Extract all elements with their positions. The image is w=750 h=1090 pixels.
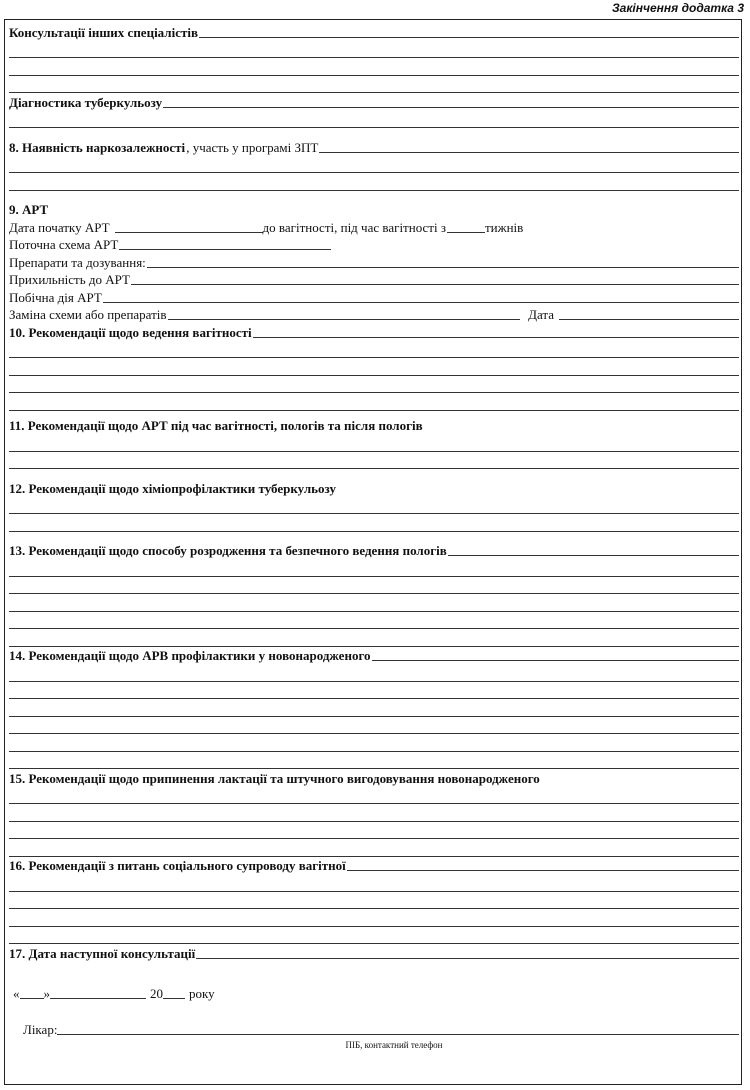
art-change-date-field[interactable] <box>559 319 739 320</box>
appendix-note: Закінчення додатка 3 <box>611 1 744 15</box>
tb-diag-line[interactable] <box>9 111 739 129</box>
date-year-suffix: року <box>189 985 215 1001</box>
section-14-line[interactable] <box>9 682 739 700</box>
form-content <box>9 23 739 1050</box>
section-12-line[interactable] <box>9 497 739 515</box>
art-start-end: тижнів <box>484 219 524 235</box>
consult-field[interactable] <box>199 37 739 38</box>
section-16-line[interactable] <box>9 909 739 927</box>
section-8-sublabel: , участь у програмі ЗПТ <box>186 139 319 155</box>
art-current-row <box>9 236 739 254</box>
art-start-date-field[interactable] <box>115 232 263 233</box>
date-year-field[interactable] <box>163 998 185 999</box>
tb-diag-label: Діагностика туберкульозу <box>9 94 163 110</box>
art-side-row <box>9 288 739 306</box>
section-16-line[interactable] <box>9 874 739 892</box>
section-8-label: 8. Наявність наркозалежності <box>9 139 186 155</box>
date-quote-open: « <box>13 985 20 1001</box>
art-start-label: Дата початку АРТ <box>9 219 110 235</box>
section-13-line[interactable] <box>9 629 739 647</box>
art-change-field[interactable] <box>168 319 521 320</box>
art-start-mid: до вагітності, під час вагітності з <box>262 219 446 235</box>
section-14-row <box>9 647 739 665</box>
section-14-line[interactable] <box>9 699 739 717</box>
art-current-label: Поточна схема АРТ <box>9 237 119 252</box>
section-12-line[interactable] <box>9 514 739 532</box>
section-14-line[interactable] <box>9 734 739 752</box>
section-11-row <box>9 417 739 435</box>
section-8-field[interactable] <box>319 152 739 153</box>
section-15-line[interactable] <box>9 822 739 840</box>
section-16-field[interactable] <box>347 870 739 871</box>
section-16-label: 16. Рекомендації з питань соціального супроводу вагітної <box>9 858 346 873</box>
section-17-field[interactable] <box>196 958 739 959</box>
art-start-row <box>9 218 739 236</box>
section-10-field[interactable] <box>253 337 739 338</box>
art-drugs-row <box>9 253 739 271</box>
art-adherence-label: Прихильність до АРТ <box>9 272 130 287</box>
section-17-row <box>9 944 739 962</box>
section-15-label: 15. Рекомендації щодо припинення лактації та штучного вигодовування новонародженого <box>9 770 540 786</box>
section-11-line[interactable] <box>9 452 739 470</box>
section-15-line[interactable] <box>9 839 739 857</box>
section-14-field[interactable] <box>372 660 739 661</box>
section-10-label: 10. Рекомендації щодо ведення вагітності <box>9 324 252 340</box>
section-10-line[interactable] <box>9 358 739 376</box>
art-start-weeks-field[interactable] <box>447 232 485 233</box>
date-line <box>9 982 739 1002</box>
consult-row <box>9 23 739 41</box>
section-8-line[interactable] <box>9 156 739 174</box>
art-adherence-field[interactable] <box>131 284 739 285</box>
section-15-row <box>9 769 739 787</box>
section-8-row <box>9 138 739 156</box>
date-month-field[interactable] <box>50 998 146 999</box>
section-14-line[interactable] <box>9 717 739 735</box>
consult-line[interactable] <box>9 41 739 59</box>
art-drugs-field[interactable] <box>147 267 739 268</box>
section-14-label: 14. Рекомендації щодо АРВ профілактики у новонародженого <box>9 648 371 663</box>
section-12-row <box>9 479 739 497</box>
section-16-line[interactable] <box>9 927 739 945</box>
tb-diag-field[interactable] <box>163 107 739 108</box>
section-14-line[interactable] <box>9 664 739 682</box>
section-15-line[interactable] <box>9 787 739 805</box>
section-10-line[interactable] <box>9 393 739 411</box>
consult-line[interactable] <box>9 76 739 94</box>
date-year-prefix: 20 <box>150 985 163 1001</box>
section-13-row <box>9 542 739 560</box>
date-day-field[interactable] <box>20 998 44 999</box>
art-side-label: Побічна дія АРТ <box>9 289 102 305</box>
consult-label: Консультації інших спеціалістів <box>9 24 198 40</box>
art-change-date-label: Дата <box>528 307 554 322</box>
section-9-title-row <box>9 201 739 219</box>
section-10-row <box>9 323 739 341</box>
signature-row <box>9 1018 739 1038</box>
section-17-label: 17. Дата наступної консультації <box>9 945 196 961</box>
art-current-field[interactable] <box>119 249 331 250</box>
signature-field[interactable] <box>57 1034 739 1035</box>
section-16-line[interactable] <box>9 892 739 910</box>
date-quote-close: » <box>43 985 50 1001</box>
section-11-label: 11. Рекомендації щодо АРТ під час вагітності, пологів та після пологів <box>9 418 423 433</box>
signature-caption: ПІБ, контактний телефон <box>345 1039 443 1050</box>
section-14-line[interactable] <box>9 752 739 770</box>
signature-label: Лікар: <box>23 1021 58 1037</box>
section-13-line[interactable] <box>9 594 739 612</box>
art-change-label: Заміна схеми або препаратів <box>9 307 167 322</box>
section-13-label: 13. Рекомендації щодо способу розродження та безпечного ведення пологів <box>9 543 447 558</box>
section-13-line[interactable] <box>9 577 739 595</box>
section-9-title: 9. АРТ <box>9 202 49 217</box>
tb-diag-row <box>9 93 739 111</box>
section-8-line[interactable] <box>9 173 739 191</box>
art-adherence-row <box>9 271 739 289</box>
art-drugs-label: Препарати та дозування: <box>9 254 146 270</box>
art-change-row <box>9 306 739 324</box>
section-13-line[interactable] <box>9 559 739 577</box>
section-13-field[interactable] <box>448 555 739 556</box>
section-12-label: 12. Рекомендації щодо хіміопрофілактики туберкульозу <box>9 480 336 496</box>
section-13-line[interactable] <box>9 612 739 630</box>
section-10-line[interactable] <box>9 341 739 359</box>
section-11-line[interactable] <box>9 434 739 452</box>
section-10-line[interactable] <box>9 376 739 394</box>
section-16-row <box>9 857 739 875</box>
consult-line[interactable] <box>9 58 739 76</box>
section-15-line[interactable] <box>9 804 739 822</box>
art-side-field[interactable] <box>103 302 739 303</box>
